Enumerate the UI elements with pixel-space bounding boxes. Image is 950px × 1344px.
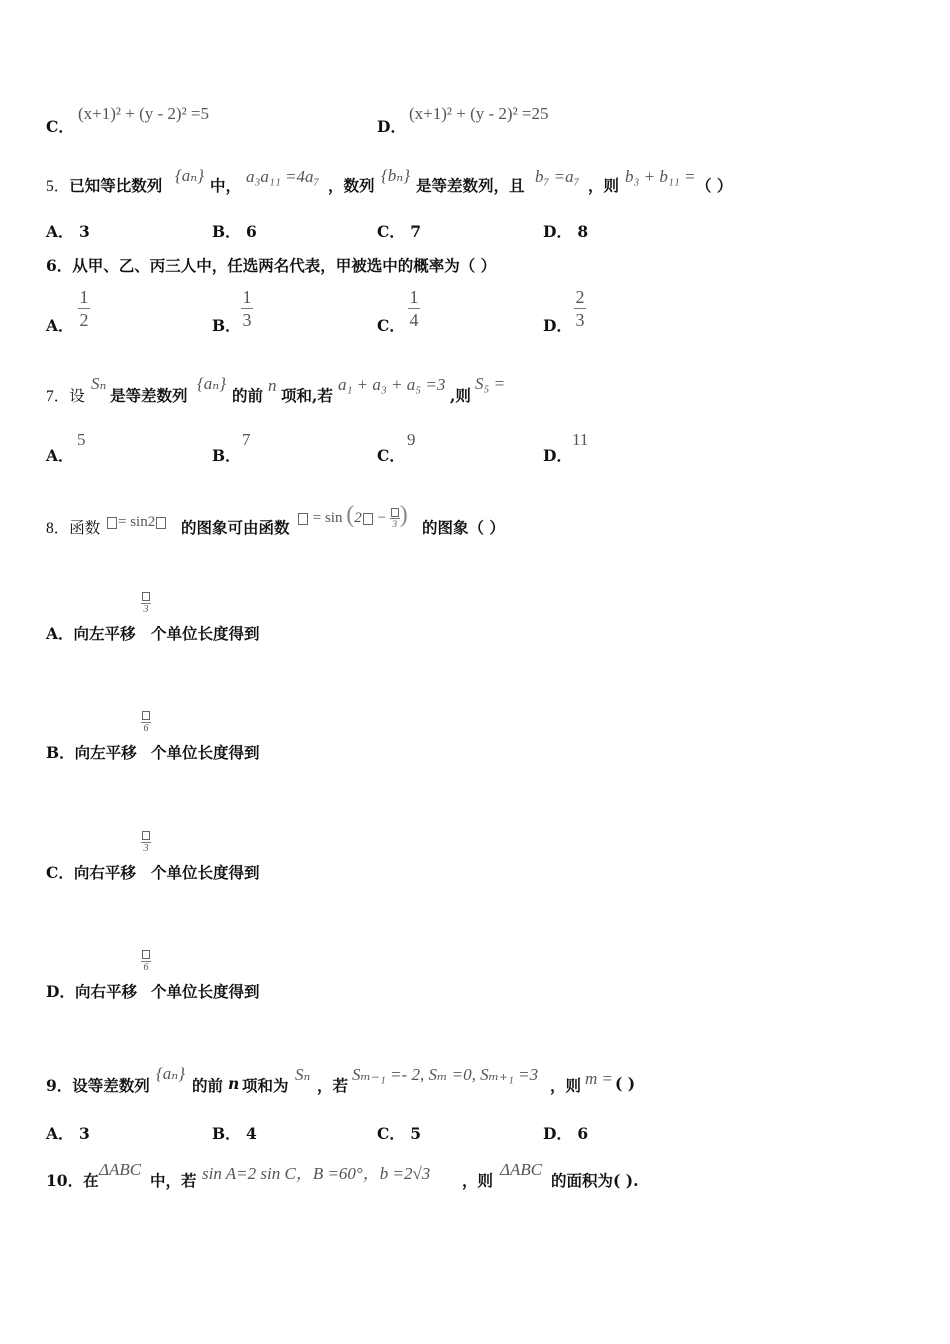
question-number: 8．函数 xyxy=(46,520,101,537)
question-text: ，若 xyxy=(317,1076,349,1095)
question-text: 项和为 xyxy=(242,1076,289,1095)
option-label: D． xyxy=(377,117,406,136)
question-7-options xyxy=(0,430,950,464)
option-expression: (x+1)² + (y - 2)² =25 xyxy=(409,104,549,123)
option-expression: (x+1)² + (y - 2)² =5 xyxy=(78,104,210,123)
n-symbol: n xyxy=(228,1074,240,1093)
question-text: 的前 xyxy=(192,1076,224,1095)
option-b-label: B． xyxy=(212,446,241,465)
question-5-options xyxy=(0,220,950,242)
question-number: 10．在 xyxy=(46,1171,99,1190)
placeholder-glyph xyxy=(391,508,399,517)
question-text: ，则 xyxy=(588,176,620,195)
option-d-label: D． xyxy=(543,316,572,335)
question-10 xyxy=(0,1155,950,1195)
question-text: 6．从甲、乙、丙三人中，任选两名代表，甲被选中的概率为（ ） xyxy=(46,256,497,275)
option-c-label: C． xyxy=(377,316,405,335)
option-d: D． 6 xyxy=(543,1124,589,1143)
placeholder-glyph xyxy=(142,831,150,840)
option-text: C．向右平移 xyxy=(46,863,136,882)
option-text: D．向右平移 xyxy=(46,982,137,1001)
option-b: B． 4 xyxy=(212,1124,257,1143)
pi-fraction: 3 xyxy=(141,831,151,854)
option-text: 个单位长度得到 xyxy=(151,982,260,1001)
condition: Sₘ₋₁ =- 2, Sₘ =0, Sₘ₊₁ =3 xyxy=(352,1065,539,1084)
question-text: 的面积为( ). xyxy=(551,1171,639,1190)
n-symbol: n xyxy=(268,376,277,395)
function-1: = sin2 xyxy=(106,514,167,531)
pi-fraction: 6 xyxy=(141,711,151,734)
question-text: 中， xyxy=(210,176,242,195)
option-text: B．向左平移 xyxy=(46,743,137,762)
sequence-a: {aₙ} xyxy=(175,166,204,185)
option-a: A． 3 xyxy=(46,1124,90,1143)
question-number: 7．设 xyxy=(46,388,85,405)
question-number: 5．已知等比数列 xyxy=(46,176,163,195)
option-d-value: 11 xyxy=(572,430,589,449)
option-a: A． 3 xyxy=(46,222,90,241)
question-text: 的图象（ ） xyxy=(422,518,505,537)
q4-options xyxy=(0,100,950,140)
question-8-option-a xyxy=(0,590,950,646)
option-text: A．向左平移 xyxy=(46,624,136,643)
option-a-label: A． xyxy=(46,446,74,465)
question-8-option-d xyxy=(0,948,950,1004)
question-9-options xyxy=(0,1122,950,1144)
question-6-options xyxy=(0,286,950,336)
question-text: ，则 xyxy=(462,1171,494,1190)
triangle: ΔABC xyxy=(99,1160,142,1179)
question-text: 是等差数列，且 xyxy=(416,176,525,195)
question-text: 的前 xyxy=(232,386,264,405)
question-text: 中，若 xyxy=(150,1171,197,1190)
triangle: ΔABC xyxy=(500,1160,543,1179)
question-text: 是等差数列 xyxy=(110,386,188,405)
function-2: = sin (2 − 3 ) xyxy=(297,502,408,529)
question-ask: b₃ + b₁₁ = xyxy=(625,167,696,186)
pi-fraction: 6 xyxy=(141,950,151,973)
placeholder-glyph xyxy=(142,592,150,601)
option-c: C． 7 xyxy=(377,222,422,241)
sum-Sn: Sₙ xyxy=(295,1065,311,1084)
sequence: {aₙ} xyxy=(156,1064,185,1083)
placeholder-glyph xyxy=(107,517,117,529)
question-text: ，数列 xyxy=(328,176,375,195)
condition-2: b₇ =a₇ xyxy=(535,167,580,186)
sequence-b: {bₙ} xyxy=(381,166,410,185)
question-number: 9．设等差数列 xyxy=(46,1076,150,1095)
option-b-label: B． xyxy=(212,316,241,335)
condition: a₁ + a₃ + a₅ =3 xyxy=(338,375,446,394)
option-b-value: 7 xyxy=(242,430,251,449)
question-9 xyxy=(0,1060,950,1100)
placeholder-glyph xyxy=(142,950,150,959)
placeholder-glyph xyxy=(142,711,150,720)
option-b-fraction: 1 3 xyxy=(242,287,252,330)
option-text: 个单位长度得到 xyxy=(151,624,260,643)
question-8-option-c xyxy=(0,829,950,885)
question-8 xyxy=(0,496,950,536)
option-d-fraction: 2 3 xyxy=(575,287,585,330)
option-d-label: D． xyxy=(543,446,572,465)
placeholder-glyph xyxy=(298,513,308,525)
option-label: C． xyxy=(46,117,74,136)
question-text: ,则 xyxy=(450,386,471,405)
question-text: 项和,若 xyxy=(281,386,333,405)
sequence: {aₙ} xyxy=(197,374,226,393)
option-b: B． 6 xyxy=(212,222,257,241)
answer-paren: ( ) xyxy=(615,1074,636,1093)
question-ask: m = xyxy=(585,1069,613,1088)
answer-paren: （ ） xyxy=(696,176,733,195)
option-c-label: C． xyxy=(377,446,405,465)
question-7 xyxy=(0,372,950,408)
question-5 xyxy=(0,162,950,202)
option-text: 个单位长度得到 xyxy=(151,743,260,762)
condition: a₃a₁₁ =4a₇ xyxy=(246,167,320,186)
question-text: 的图象可由函数 xyxy=(181,518,290,537)
placeholder-glyph xyxy=(156,517,166,529)
pi-fraction: 3 xyxy=(141,592,151,615)
option-c: C． 5 xyxy=(377,1124,422,1143)
question-6 xyxy=(0,254,950,276)
option-a-label: A． xyxy=(46,316,74,335)
option-d: D． 8 xyxy=(543,222,589,241)
option-a-fraction: 1 2 xyxy=(79,287,89,330)
question-8-option-b xyxy=(0,709,950,765)
option-a-value: 5 xyxy=(77,430,86,449)
option-text: 个单位长度得到 xyxy=(151,863,260,882)
question-ask: S₅ = xyxy=(475,374,506,393)
condition: sin A=2 sin C，B =60°，b =2√3 xyxy=(202,1164,431,1183)
placeholder-glyph xyxy=(363,513,373,525)
option-c-fraction: 1 4 xyxy=(409,287,419,330)
question-text: ，则 xyxy=(550,1076,582,1095)
sum-Sn: Sₙ xyxy=(91,374,107,393)
option-c-value: 9 xyxy=(407,430,416,449)
